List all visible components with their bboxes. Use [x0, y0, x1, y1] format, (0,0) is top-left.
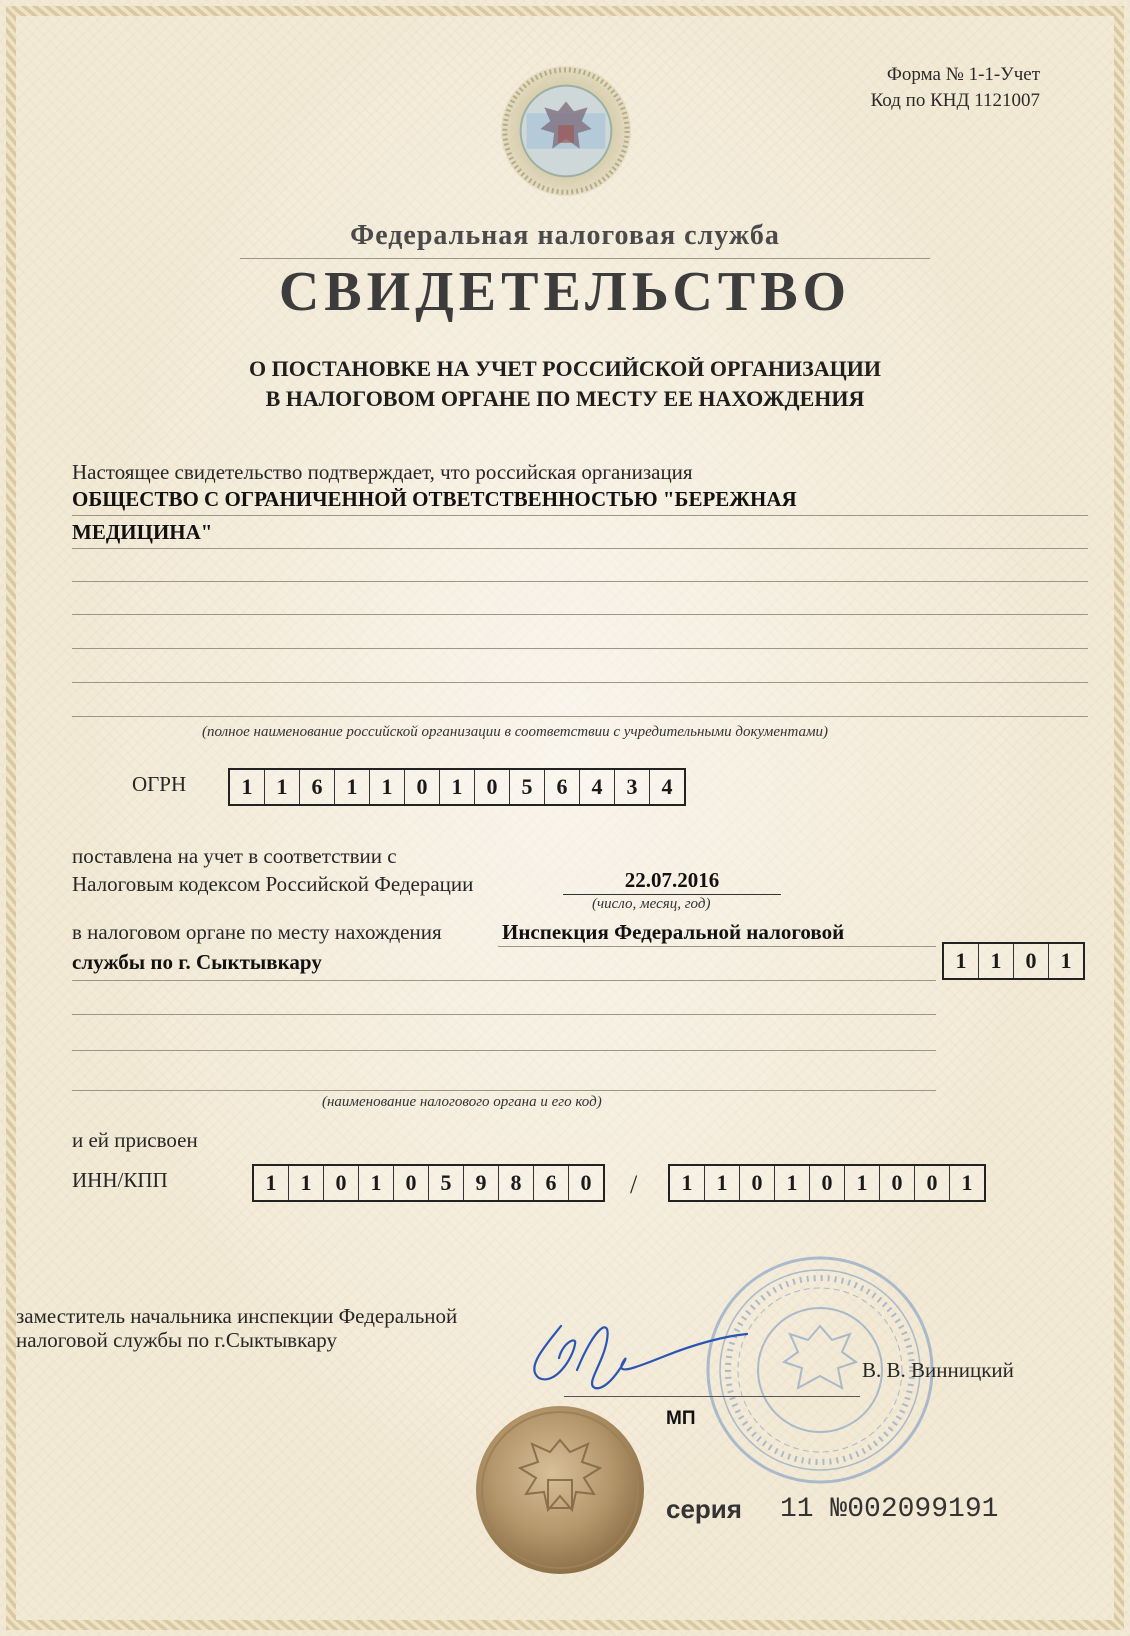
assigned-label: и ей присвоен [72, 1128, 198, 1152]
authority-caption: (наименование налогового органа и его код) [322, 1094, 602, 1110]
authority-code-digit: 1 [1048, 944, 1083, 978]
fill-line [72, 614, 1088, 615]
ogrn-digit: 4 [579, 770, 614, 804]
ogrn-digit: 6 [544, 770, 579, 804]
form-number-line: Форма № 1-1-Учет [886, 64, 1040, 85]
ogrn-digit: 1 [334, 770, 369, 804]
fill-line [72, 1090, 936, 1091]
form-number [871, 62, 1040, 114]
gold-seal-icon [474, 1404, 646, 1576]
agency-name: Федеральная налоговая служба [350, 220, 780, 251]
inn-digit: 8 [498, 1166, 533, 1200]
fill-line [72, 648, 1088, 649]
signatory-position-line1: заместитель начальника инспекции Федеральной [16, 1304, 458, 1328]
inn-digit: 5 [428, 1166, 463, 1200]
hologram-emblem-icon [497, 62, 635, 200]
authority-code-digit: 0 [1013, 944, 1048, 978]
ogrn-digit: 6 [299, 770, 334, 804]
inn-digit-boxes [252, 1164, 605, 1202]
signature-line [564, 1396, 860, 1397]
kpp-digit: 0 [809, 1166, 844, 1200]
authority-code-digit: 1 [978, 944, 1013, 978]
ogrn-digit: 5 [509, 770, 544, 804]
registration-text-line2: Налоговым кодексом Российской Федерации [72, 872, 474, 896]
inn-digit: 1 [265, 1170, 277, 1195]
authority-intro: в налоговом органе по месту нахождения [72, 920, 442, 944]
stamp-place-label: МП [666, 1408, 696, 1429]
series-label: серия [666, 1494, 742, 1524]
inn-digit: 0 [568, 1166, 603, 1200]
organization-name-caption: (полное наименование российской организации в соответствии с учредительными документами) [202, 724, 829, 740]
inn-digit: 0 [393, 1166, 428, 1200]
series-number: 11 №002099191 [780, 1494, 999, 1525]
kpp-digit: 0 [879, 1166, 914, 1200]
kpp-digit: 1 [844, 1166, 879, 1200]
kpp-digit: 0 [914, 1166, 949, 1200]
ogrn-digit: 3 [614, 770, 649, 804]
inn-digit: 1 [288, 1166, 323, 1200]
organization-name-line2: МЕДИЦИНА" [72, 520, 213, 544]
knd-code-line: Код по КНД 1121007 [870, 90, 1040, 111]
header-divider [240, 258, 930, 259]
certificate-intro-text: Настоящее свидетельство подтверждает, что российская организация [72, 460, 693, 484]
ogrn-digit: 0 [404, 770, 439, 804]
kpp-digit: 1 [774, 1166, 809, 1200]
ogrn-digit: 1 [241, 774, 253, 799]
inn-kpp-separator: / [630, 1170, 638, 1199]
registration-date: 22.07.2016 [624, 868, 720, 892]
signatory-position-line2: налоговой службы по г.Сыктывкару [16, 1328, 338, 1352]
fill-line [72, 682, 1088, 683]
ogrn-digit: 1 [369, 770, 404, 804]
fill-line [72, 1050, 936, 1051]
kpp-digit: 0 [739, 1166, 774, 1200]
inn-digit: 6 [533, 1166, 568, 1200]
date-line [563, 894, 781, 895]
document-title: СВИДЕТЕЛЬСТВО [278, 261, 852, 323]
kpp-digit: 1 [949, 1166, 984, 1200]
document-subtitle-line2: В НАЛОГОВОМ ОРГАНЕ ПО МЕСТУ ЕЕ НАХОЖДЕНИЯ [265, 386, 865, 411]
fill-line [72, 980, 936, 981]
ogrn-label: ОГРН [132, 772, 187, 796]
kpp-digit-boxes [668, 1164, 986, 1202]
signatory-name: В. В. Винницкий [862, 1358, 1014, 1382]
authority-code-digit: 1 [955, 948, 967, 973]
document-subtitle-line1: О ПОСТАНОВКЕ НА УЧЕТ РОССИЙСКОЙ ОРГАНИЗАЦИИ [249, 356, 881, 381]
inn-digit: 1 [358, 1166, 393, 1200]
ogrn-digit-boxes [228, 768, 686, 806]
ogrn-digit: 1 [439, 770, 474, 804]
organization-name-line1: ОБЩЕСТВО С ОГРАНИЧЕННОЙ ОТВЕТСТВЕННОСТЬЮ "БЕРЕЖНАЯ [72, 487, 797, 511]
fill-line [72, 581, 1088, 582]
ogrn-digit: 4 [649, 770, 684, 804]
inn-digit: 9 [463, 1166, 498, 1200]
fill-line [72, 716, 1088, 717]
fill-line [72, 515, 1088, 516]
kpp-digit: 1 [704, 1166, 739, 1200]
inn-kpp-label: ИНН/КПП [72, 1168, 168, 1192]
inn-digit: 0 [323, 1166, 358, 1200]
fill-line [498, 946, 936, 947]
registration-text-line1: поставлена на учет в соответствии с [72, 844, 397, 868]
ogrn-digit: 1 [264, 770, 299, 804]
fill-line [72, 1014, 936, 1015]
signature-icon [515, 1306, 755, 1406]
authority-code-boxes [942, 942, 1085, 980]
date-caption: (число, месяц, год) [592, 896, 711, 912]
ogrn-digit: 0 [474, 770, 509, 804]
fill-line [72, 548, 1088, 549]
kpp-digit: 1 [681, 1170, 693, 1195]
authority-name-line2: службы по г. Сыктывкару [72, 950, 322, 974]
authority-name-line1: Инспекция Федеральной налоговой [502, 920, 845, 944]
